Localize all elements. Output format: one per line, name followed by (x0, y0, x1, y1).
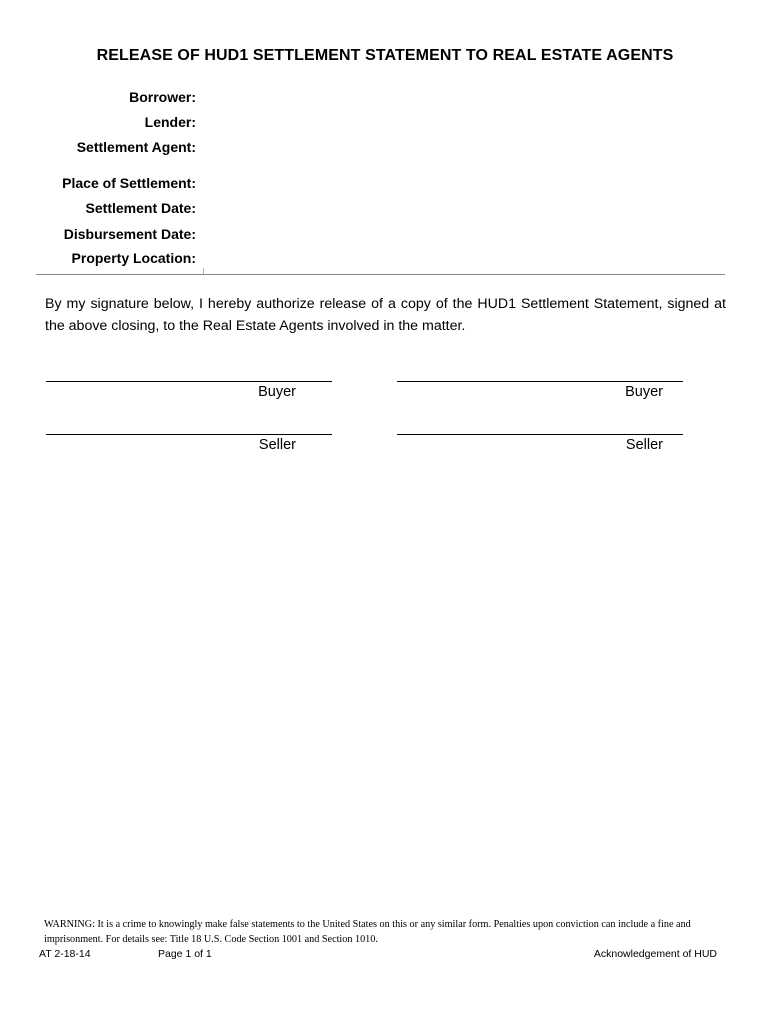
authorization-paragraph: By my signature below, I hereby authorize release of a copy of the HUD1 Settlement Statement, signed at the above closing, to the Real Estate Agents involved in the matter. (45, 296, 726, 334)
seller-label-left: Seller (258, 437, 296, 453)
form-code: AT 2-18-14 (39, 948, 91, 960)
settlement-agent-label: Settlement Agent: (76, 139, 196, 155)
warning-text: WARNING: It is a crime to knowingly make false statements to the United States on this or any similar form. Penalties upon conviction can include a fine and imprisonment. For details see: Title 18 U.S. Code Section 1001 and Section 1010. (44, 919, 691, 945)
buyer-label-left: Buyer (258, 384, 296, 400)
buyer-label-right: Buyer (625, 384, 663, 400)
buyer-signature-line-left[interactable] (46, 381, 332, 382)
disbursement-date-label: Disbursement Date: (63, 226, 196, 242)
borrower-label: Borrower: (129, 89, 196, 105)
place-of-settlement-label: Place of Settlement: (62, 175, 196, 191)
lender-label: Lender: (144, 114, 196, 130)
seller-signature-line-left[interactable] (46, 434, 332, 435)
divider-tick (203, 268, 204, 274)
buyer-signature-line-right[interactable] (397, 381, 683, 382)
page-number: Page 1 of 1 (158, 948, 212, 960)
property-location-label: Property Location: (71, 250, 196, 266)
section-divider (36, 274, 725, 275)
footer-acknowledgement: Acknowledgement of HUD (593, 948, 717, 960)
settlement-date-label: Settlement Date: (85, 200, 196, 216)
seller-signature-line-right[interactable] (397, 434, 683, 435)
document-title: RELEASE OF HUD1 SETTLEMENT STATEMENT TO REAL ESTATE AGENTS (96, 47, 674, 64)
seller-label-right: Seller (625, 437, 663, 453)
